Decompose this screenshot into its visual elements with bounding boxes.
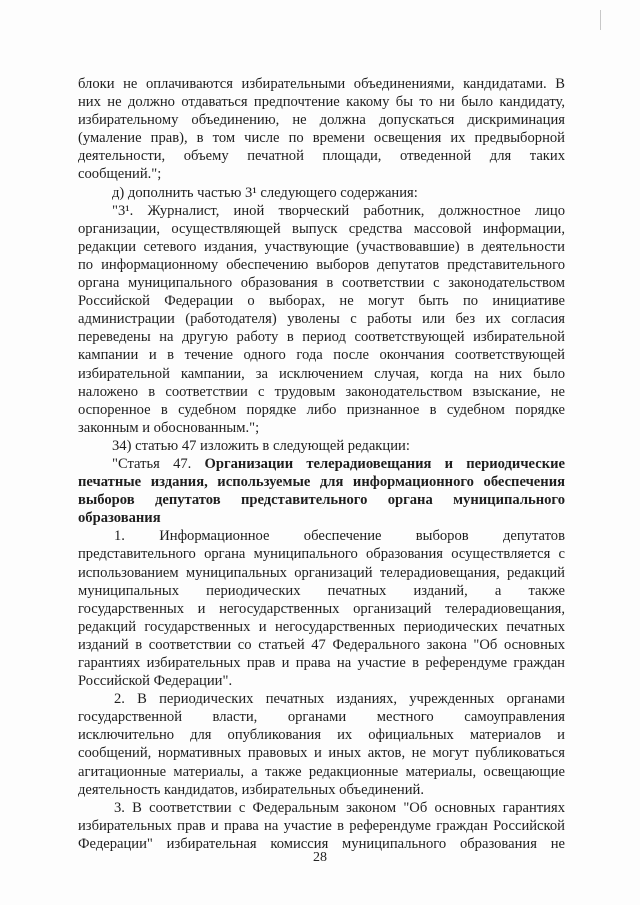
- text-line: избирательной кампании, за исключением случая, когда на них было: [78, 365, 565, 382]
- text-line: представительного органа муниципального образования осуществляется с: [78, 546, 565, 563]
- text-line: наложено в соответствии с трудовым законодательством взыскание, не: [78, 383, 565, 400]
- text-line: изданий в соответствии со статьей 47 Федерального закона "Об основных: [78, 636, 565, 653]
- text-line: (умаление прав), в том числе по времени освещения их предвыборной: [78, 130, 565, 147]
- text-line: органа муниципального образования в соответствии с законодательством: [78, 275, 565, 292]
- text-line: Федерации" избирательная комиссия муниципального образования не: [78, 835, 565, 852]
- text-line: сообщений, нормативных правовых и иных актов, не могут публиковаться: [78, 745, 565, 762]
- text-line: организации, осуществляющей выпуск средства массовой информации,: [78, 220, 565, 237]
- text-line: кампании и в течение одного года после окончания соответствующей: [78, 347, 565, 364]
- text-line: законным и обоснованным.";: [78, 419, 260, 436]
- text-line: 34) статью 47 изложить в следующей редакции:: [112, 437, 410, 454]
- text-line: [78, 509, 565, 527]
- text-line: 3. В соответствии с Федеральным законом "Об основных гарантиях: [114, 799, 565, 816]
- text-line: Российской Федерации".: [78, 673, 233, 690]
- text-line: гарантиях избирательных прав и права на участие в референдуме граждан: [78, 655, 565, 671]
- text-line: [78, 473, 565, 491]
- text-line: Российской Федерации о выборах, не могут быть по инициативе: [78, 293, 565, 310]
- text-line: администрации (работодателя) уволены с работы или без их согласия: [78, 311, 565, 328]
- text-line: 1. Информационное обеспечение выборов депутатов: [114, 528, 565, 545]
- text-line: деятельность кандидатов, избирательных объединений.: [78, 781, 424, 798]
- text-line: блоки не оплачиваются избирательными объединениями, кандидатами. В: [78, 76, 565, 92]
- text-line: них не должно отдаваться предпочтение какому бы то ни было кандидату,: [78, 94, 565, 111]
- text-line: [78, 455, 565, 473]
- text-line: избирательному объединению, не должна допускаться дискриминация: [78, 112, 565, 129]
- page-number: 28: [313, 850, 327, 865]
- text-line: 2. В периодических печатных изданиях, учрежденных органами: [114, 691, 565, 708]
- bold-text-run: печатные издания, используемые для информационного обеспечения: [78, 474, 565, 491]
- text-line: использованием муниципальных организаций телерадиовещания, редакций: [78, 564, 565, 581]
- text-line: исключительно для опубликования их официальных материалов и: [78, 727, 565, 744]
- text-line: [78, 491, 565, 509]
- text-run: "Статья 47.: [112, 455, 205, 472]
- text-line: "3¹. Журналист, иной творческий работник, должностное лицо: [112, 202, 565, 219]
- text-line: оспоренное в судебном порядке либо признанное в судебном порядке: [78, 401, 565, 418]
- text-line: агитационные материалы, а также редакционные материалы, освещающие: [78, 763, 565, 780]
- text-line: переведены на другую работу в период соответствующей избирательной: [78, 329, 565, 346]
- text-line: государственных и негосударственных организаций телерадиовещания,: [78, 600, 565, 617]
- text-line: сообщений.";: [78, 166, 162, 183]
- text-line: редакции сетевого издания, участвующие (участвовавшие) в деятельности: [78, 238, 565, 255]
- text-line: д) дополнить частью 3¹ следующего содержания:: [112, 184, 418, 201]
- text-line: редакций государственных и негосударственных периодических печатных: [78, 618, 565, 635]
- text-line: по информационному обеспечению выборов депутатов представительного: [78, 256, 565, 273]
- document-body: [78, 75, 565, 853]
- bold-text-run: образования: [78, 510, 161, 527]
- bold-text-run: выборов депутатов представительного органа муниципального: [78, 492, 565, 509]
- text-line: избирательных прав и права на участие в референдуме граждан Российской: [78, 817, 565, 834]
- bold-text-run: Организации телерадиовещания и периодические: [204, 455, 565, 472]
- text-line: муниципальных периодических печатных изданий, а также: [78, 582, 565, 599]
- text-line: деятельности, объему печатной площади, отведенной для таких: [78, 148, 565, 165]
- scan-artifact: [600, 10, 601, 30]
- text-line: государственной власти, органами местного самоуправления: [78, 709, 565, 726]
